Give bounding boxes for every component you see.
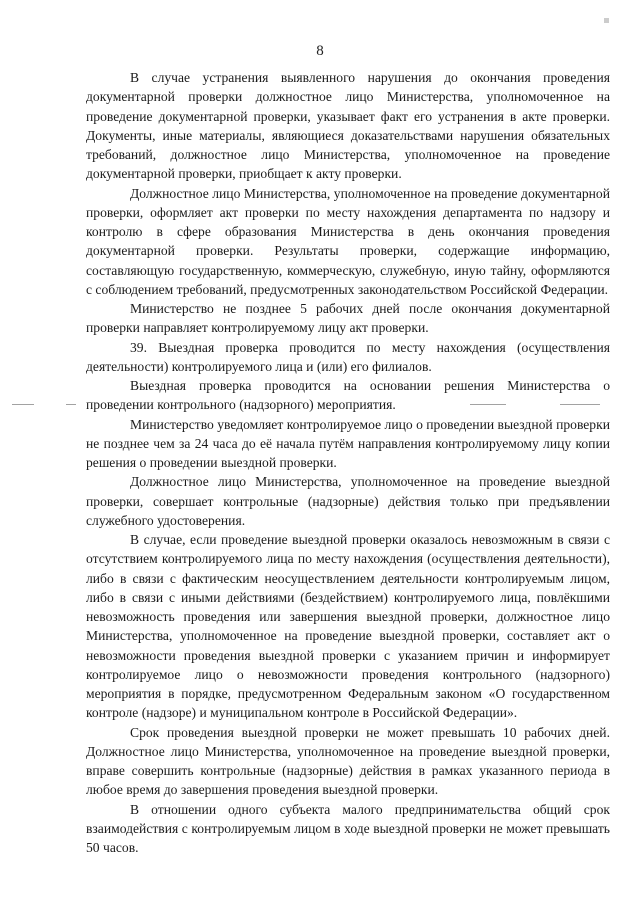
scan-artifact-right xyxy=(470,404,506,405)
scan-artifact-corner xyxy=(604,18,609,23)
paragraph-small-business: В отношении одного субъекта малого предпринимательства общий срок взаимодействия с контролируемым лицом в ходе выездной проверки не может превышать 50 часов. xyxy=(86,801,610,855)
document-body xyxy=(86,68,610,857)
scan-artifact-right-2 xyxy=(560,404,600,405)
page-number: 8 xyxy=(316,43,324,59)
scan-artifact-left xyxy=(12,404,34,405)
paragraph-impossibility: В случае, если проведение выездной проверки оказалось невозможным в связи с отсутствием контролируемого лица по месту нахождения (осуществления деятельности), либо в связи с фактическим неосуществлением деятельности контролируемым лицом, либо в связи с иными действиями (бездействием) контролируемого лица, повлёкшими невозможность проведения или завершения выездной проверки, должностное лицо Министерства, уполномоченное на проведение выездной проверки, составляет акт о невозможности проведения выездной проверки с указанием причин и информирует контролируемое лицо о невозможности проведения контрольного (надзорного) мероприятия в порядке, предусмотренном Федеральным законом «О государственном контроле (надзоре) и муниципальном контроле в Российской Федерации». xyxy=(86,532,610,721)
paragraph-violation-elimination: В случае устранения выявленного нарушения до окончания проведения документарной проверки должностное лицо Министерства, уполномоченное на проведение документарной проверки, указывает факт его устранения в акте проверки. Документы, иные материалы, являющиеся доказательствами нарушения обязательных требований, должностное лицо Министерства, уполномоченное на проведение документарной проверки, приобщает к акту проверки. xyxy=(86,70,610,182)
paragraph-duration: Срок проведения выездной проверки не может превышать 10 рабочих дней. Должностное лицо Министерства, уполномоченное на проведение выездной проверки, вправе совершить контрольные (надзорные) действия в рамках указанного периода в любое время до завершения проведения выездной проверки. xyxy=(86,724,610,798)
paragraph-onsite-basis: Выездная проверка проводится на основании решения Министерства о проведении контрольного (надзорного) мероприятия. xyxy=(86,378,610,413)
paragraph-act-delivery: Министерство не позднее 5 рабочих дней после окончания документарной проверки направляет контролируемому лицу акт проверки. xyxy=(86,301,610,336)
paragraph-inspection-act: Должностное лицо Министерства, уполномоченное на проведение документарной проверки, оформляет акт проверки по месту нахождения департамента по надзору и контролю в сфере образования Министерства в день окончания проведения документарной проверки. Результаты проверки, содержащие информацию, составляющую государственную, коммерческую, служебную, иную тайну, оформляются с соблюдением требований, предусмотренных законодательством Российской Федерации. xyxy=(86,185,610,297)
scan-artifact-left-2 xyxy=(66,404,76,405)
paragraph-onsite-location: 39. Выездная проверка проводится по месту нахождения (осуществления деятельности) контролируемого лица и (или) его филиалов. xyxy=(86,339,610,374)
paragraph-official-id: Должностное лицо Министерства, уполномоченное на проведение выездной проверки, совершает контрольные (надзорные) действия только при предъявлении служебного удостоверения. xyxy=(86,474,610,528)
paragraph-notification: Министерство уведомляет контролируемое лицо о проведении выездной проверки не позднее чем за 24 часа до её начала путём направления контролируемому лицу копии решения о проведении выездной проверки. xyxy=(86,416,610,470)
